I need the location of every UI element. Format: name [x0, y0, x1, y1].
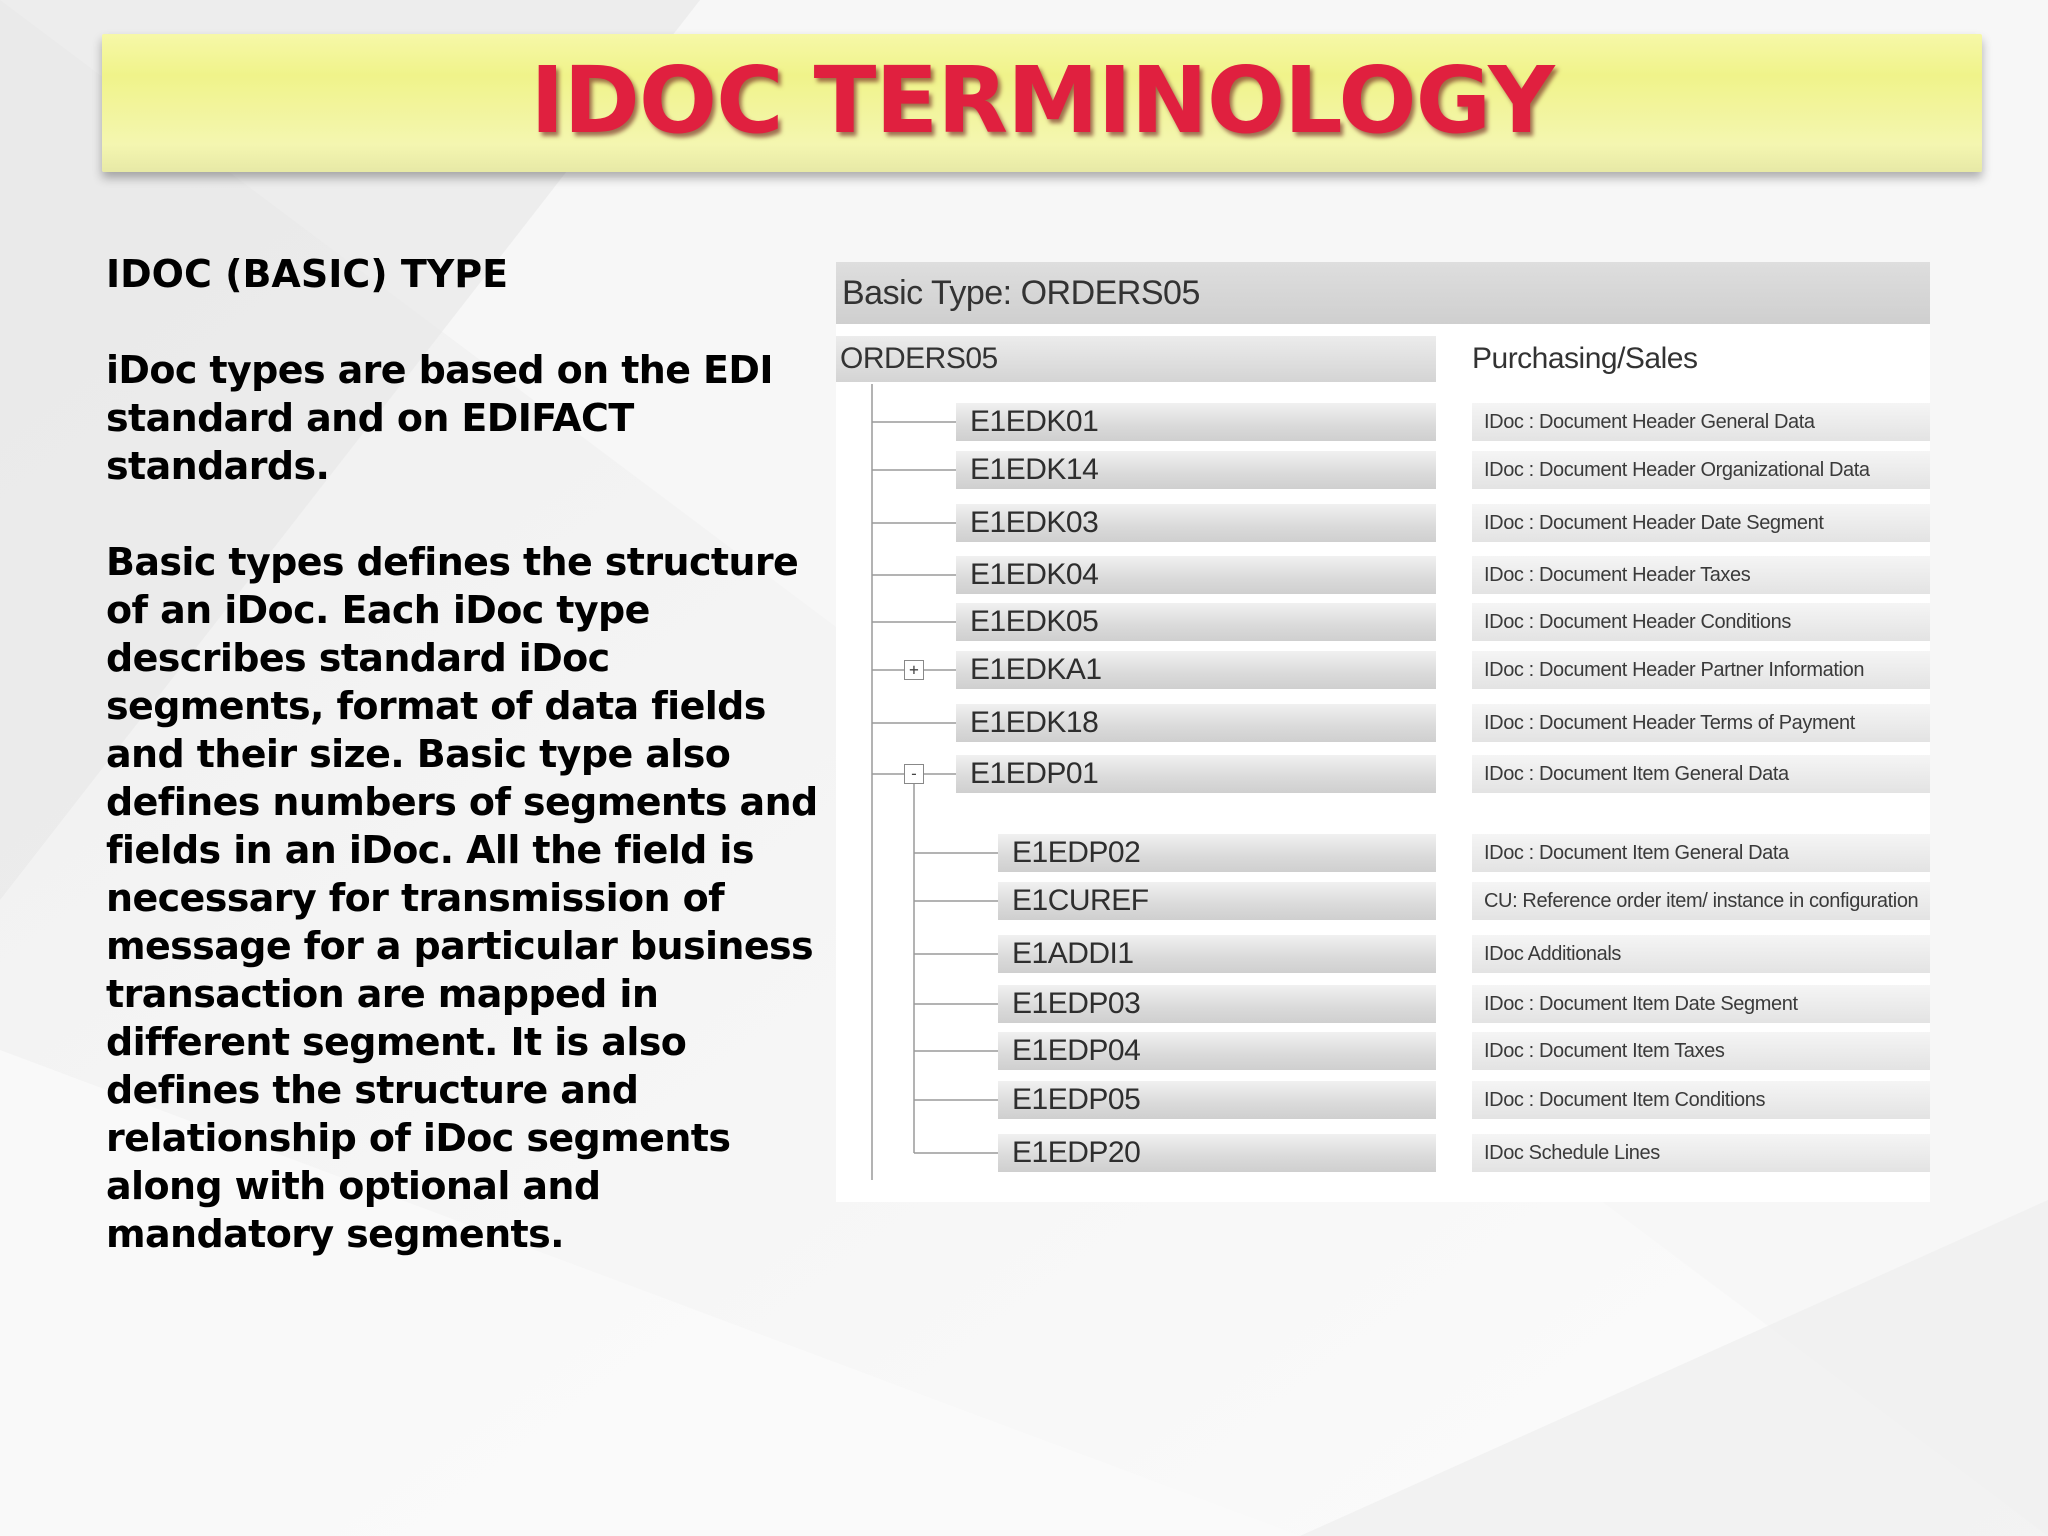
segment-node[interactable] — [956, 651, 1436, 689]
segment-description — [1472, 651, 1930, 689]
root-node-name: ORDERS05 — [840, 342, 998, 375]
basic-type-label: Basic Type: ORDERS05 — [842, 273, 1200, 312]
segment-description — [1472, 603, 1930, 641]
segment-description-text: IDoc : Document Header Taxes — [1484, 563, 1751, 586]
segment-description-text: IDoc : Document Header General Data — [1484, 410, 1815, 433]
segment-name: E1EDK18 — [970, 706, 1099, 739]
slide-title: IDOC TERMINOLOGY — [530, 46, 1554, 154]
segment-description-text: IDoc : Document Item General Data — [1484, 841, 1789, 864]
segment-node[interactable] — [998, 1081, 1436, 1119]
segment-description — [1472, 985, 1930, 1023]
segment-description — [1472, 403, 1930, 441]
segment-description-text: IDoc : Document Header Conditions — [1484, 610, 1791, 633]
section-heading: IDOC (BASIC) TYPE — [106, 252, 509, 296]
segment-name: E1EDP04 — [1012, 1034, 1141, 1067]
segment-name: E1EDP02 — [1012, 836, 1141, 869]
segment-name: E1EDK03 — [970, 506, 1099, 539]
segment-description — [1472, 882, 1930, 920]
paragraph-edi-standards: iDoc types are based on the EDI standard and on EDIFACT standards. — [106, 348, 773, 488]
segment-node[interactable] — [956, 755, 1436, 793]
root-node-description: Purchasing/Sales — [1472, 342, 1698, 375]
segment-name: E1ADDI1 — [1012, 937, 1134, 970]
segment-node[interactable] — [998, 1032, 1436, 1070]
segment-description-text: IDoc Additionals — [1484, 942, 1622, 965]
segment-description — [1472, 1081, 1930, 1119]
segment-name: E1EDP05 — [1012, 1083, 1141, 1116]
segment-name: E1CUREF — [1012, 884, 1149, 917]
segment-name: E1EDP03 — [1012, 987, 1141, 1020]
segment-description-text: CU: Reference order item/ instance in configuration — [1484, 889, 1919, 912]
expand-icon[interactable]: + — [904, 660, 924, 680]
segment-name: E1EDKA1 — [970, 653, 1102, 686]
segment-node[interactable] — [956, 556, 1436, 594]
text-column — [106, 246, 826, 1306]
segment-name: E1EDK14 — [970, 453, 1099, 486]
segment-node[interactable] — [956, 403, 1436, 441]
segment-description — [1472, 834, 1930, 872]
title-banner — [102, 34, 1982, 172]
segment-node[interactable] — [998, 985, 1436, 1023]
segment-node[interactable] — [998, 834, 1436, 872]
segment-name: E1EDP20 — [1012, 1136, 1141, 1169]
segment-description-text: IDoc Schedule Lines — [1484, 1141, 1660, 1164]
segment-description-text: IDoc : Document Item Date Segment — [1484, 992, 1798, 1015]
segment-node[interactable] — [998, 935, 1436, 973]
segment-description — [1472, 935, 1930, 973]
segment-node[interactable] — [956, 451, 1436, 489]
basic-type-header — [836, 262, 1930, 324]
segment-description — [1472, 1134, 1930, 1172]
segment-name: E1EDK01 — [970, 405, 1099, 438]
collapse-icon[interactable]: - — [904, 764, 924, 784]
segment-node[interactable] — [998, 882, 1436, 920]
segment-description-text: IDoc : Document Item Taxes — [1484, 1039, 1725, 1062]
segment-description-text: IDoc : Document Header Terms of Payment — [1484, 711, 1855, 734]
segment-node[interactable] — [956, 504, 1436, 542]
paragraph-basic-types: Basic types defines the structure of an iDoc. Each iDoc type describes standard iDoc segments, format of data fields and their size. Basic type also defines numbers of segments and fields in an iDoc. All the field is necessary for transmission of message for a particular business transaction are mapped in different segment. It is also defines the structure and relationship of iDoc segments along with optional and mandatory segments. — [106, 540, 818, 1256]
segment-description — [1472, 451, 1930, 489]
segment-name: E1EDK04 — [970, 558, 1099, 591]
segment-name: E1EDK05 — [970, 605, 1099, 638]
segment-description-text: IDoc : Document Header Organizational Data — [1484, 458, 1870, 481]
tree-root-node[interactable] — [836, 336, 1436, 382]
segment-description-text: IDoc : Document Header Partner Information — [1484, 658, 1865, 681]
segment-description — [1472, 556, 1930, 594]
idoc-structure-panel — [836, 262, 1930, 1202]
segment-description-text: IDoc : Document Item General Data — [1484, 762, 1789, 785]
segment-node[interactable] — [998, 1134, 1436, 1172]
segment-description — [1472, 755, 1930, 793]
segment-node[interactable] — [956, 603, 1436, 641]
segment-description — [1472, 1032, 1930, 1070]
segment-description-text: IDoc : Document Header Date Segment — [1484, 511, 1824, 534]
segment-name: E1EDP01 — [970, 757, 1099, 790]
segment-description — [1472, 504, 1930, 542]
segment-node[interactable] — [956, 704, 1436, 742]
segment-description — [1472, 704, 1930, 742]
segment-description-text: IDoc : Document Item Conditions — [1484, 1088, 1766, 1111]
